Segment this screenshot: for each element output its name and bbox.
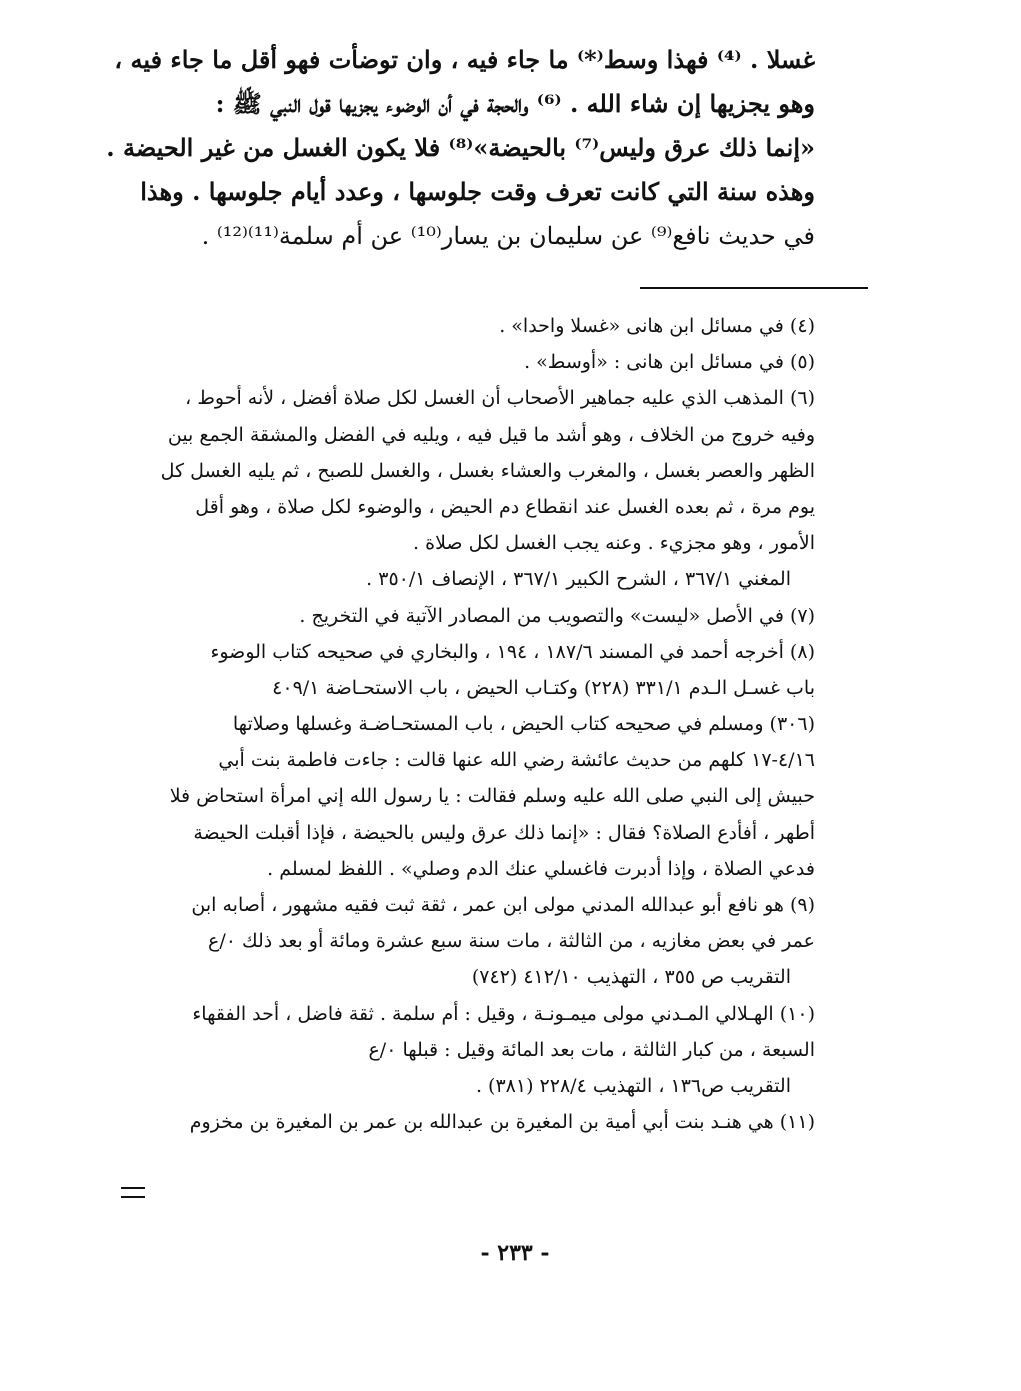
main-text-line: وهذه سنة التي كانت تعرف وقت جلوسها ، وعدد أيام جلوسها . وهذا — [140, 177, 815, 206]
footnote-line: (٩) هو نافع أبو عبدالله المدني مولى ابن عمر ، ثقة ثبت فقيه مشهور ، أصابه ابن — [191, 894, 815, 916]
footnote-line: الظهر والعصر بغسل ، والمغرب والعشاء بغسل ، والغسل للصبح ، ثم يليه الغسل كل — [160, 459, 815, 482]
footnote-line: (٦) المذهب الذي عليه جماهير الأصحاب أن الغسل لكل صلاة أفضل ، لأنه أحوط ، — [185, 387, 815, 410]
footnote-separator — [640, 287, 868, 289]
main-text-line: «إنما ذلك عرق وليس⁽⁷⁾ بالحيضة»⁽⁸⁾ فلا يكون الغسل من غير الحيضة . — [106, 133, 815, 162]
main-text-line: غسلا . ⁽⁴⁾ فهذا وسط⁽*⁾ ما جاء فيه ، وان توضأت فهو أقل ما جاء فيه ، — [114, 45, 815, 74]
footnote-line: حبيش إلى النبي صلى الله عليه وسلم فقالت : يا رسول الله إني امرأة استحاض فلا — [169, 785, 815, 808]
footnote-line: (١١) هي هنـد بنت أبي أمية بن المغيرة بن عبدالله بن عمر بن المغيرة بن مخزوم — [189, 1111, 815, 1134]
continuation-mark — [121, 1187, 145, 1198]
footnote-line: (٨) أخرجه أحمد في المسند ١٨٧/٦ ، ١٩٤ ، والبخاري في صحيحه كتاب الوضوء — [210, 640, 815, 663]
footnote-line: (٣٠٦) ومسلم في صحيحه كتاب الحيض ، باب المستحـاضـة وغسلها وصلاتها — [232, 713, 815, 736]
footnote-line: باب غسـل الـدم ٣٣١/١ (٢٢٨) وكتـاب الحيض ، باب الاستحـاضة ٤٠٩/١ — [272, 676, 815, 699]
main-text-block — [106, 38, 815, 258]
footnote-line: (٧) في الأصل «ليست» والتصويب من المصادر الآتية في التخريج . — [299, 604, 815, 627]
footnote-line: المغني ٣٦٧/١ ، الشرح الكبير ٣٦٧/١ ، الإنصاف ٣٥٠/١ . — [366, 568, 791, 591]
footnote-line: (٥) في مسائل ابن هانی : «أوسط» . — [524, 351, 815, 374]
footnote-line: الأمور ، وهو مجزيء . وعنه يجب الغسل لكل صلاة . — [413, 532, 815, 555]
footnote-line: وفيه خروج من الخلاف ، وهو أشد ما قيل فيه ، ويليه في الفضل والمشقة الجمع بين — [167, 423, 815, 446]
footnote-line: التقريب ص ٣٥٥ ، التهذيب ٤١٢/١٠ (٧٤٢) — [471, 966, 791, 989]
footnotes-block — [130, 308, 815, 1140]
footnote-line: عمر في بعض مغازيه ، من الثالثة ، مات سنة سبع عشرة ومائة أو بعد ذلك ٠/ع — [208, 930, 815, 953]
footnote-line: أطهر ، أفأدع الصلاة؟ فقال : «إنما ذلك عرق وليس بالحيضة ، فإذا أقبلت الحيضة — [193, 821, 815, 844]
footnote-line: (٤) في مسائل ابن هانی «غسلا واحدا» . — [499, 315, 815, 337]
main-text-line: في حديث نافع⁽⁹⁾ عن سليمان بن يسار⁽¹⁰⁾ عن أم سلمة⁽¹¹⁾⁽¹²⁾ . — [201, 222, 815, 250]
footnote-line: (١٠) الهـلالي المـدني مولى ميمـونـة ، وقيل : أم سلمة . ثقة فاضل ، أحد الفقهاء — [192, 1002, 815, 1025]
footnote-line: السبعة ، من كبار الثالثة ، مات بعد المائة وقيل : قبلها ٠/ع — [368, 1038, 815, 1061]
footnote-line: فدعي الصلاة ، وإذا أدبرت فاغسلي عنك الدم وصلي» . اللفظ لمسلم . — [267, 857, 815, 880]
footnote-line: ٤/١٦-١٧ كلهم من حديث عائشة رضي الله عنها قالت : جاءت فاطمة بنت أبي — [218, 749, 815, 772]
footnote-line: يوم مرة ، ثم بعده الغسل عند انقطاع دم الحيض ، والوضوء لكل صلاة ، وهو أقل — [195, 495, 815, 518]
footnote-line: التقريب ص١٣٦ ، التهذيب ٢٢٨/٤ (٣٨١) . — [475, 1074, 791, 1097]
main-text-line: وهو يجزيها إن شاء الله . ⁽⁶⁾ والحجة في أن الوضوء يجزيها قول النبي ﷺ : — [215, 89, 815, 118]
page-number: - ٢٣٣ - — [480, 1240, 550, 1266]
